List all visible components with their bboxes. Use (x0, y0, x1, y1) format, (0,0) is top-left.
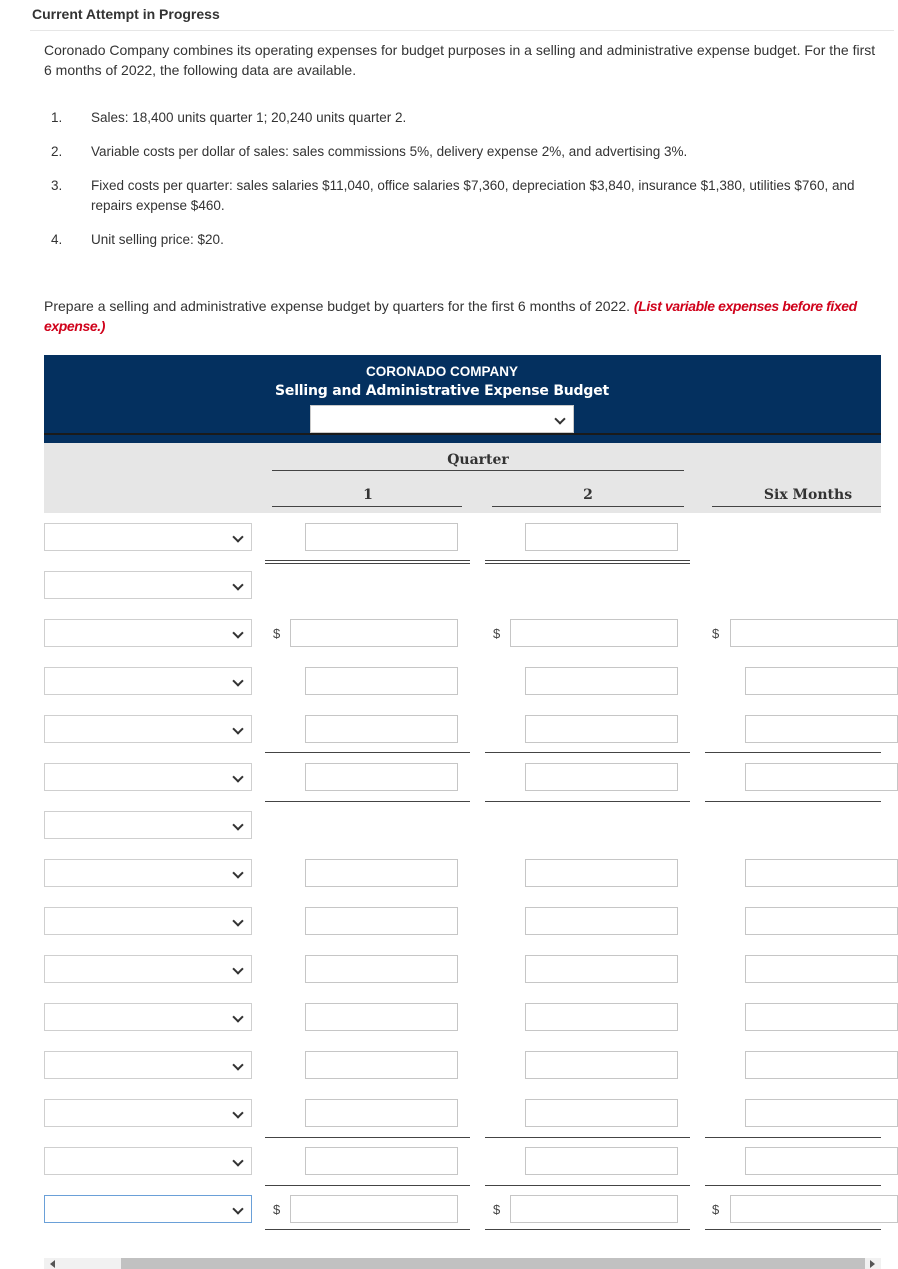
total-line-select[interactable] (44, 1195, 252, 1223)
scrollbar-thumb[interactable] (121, 1258, 865, 1269)
divider (265, 1137, 470, 1138)
line-item-select[interactable] (44, 571, 252, 599)
line-item-select[interactable] (44, 907, 252, 935)
chevron-down-icon (232, 819, 243, 830)
line-item-select[interactable] (44, 955, 252, 983)
line-item-select[interactable] (44, 523, 252, 551)
scroll-right-icon[interactable] (870, 1260, 875, 1268)
chevron-down-icon (232, 771, 243, 782)
q1-amount-input[interactable] (305, 667, 458, 695)
line-item-select[interactable] (44, 1099, 252, 1127)
chevron-down-icon (232, 723, 243, 734)
instructions-note: (List variable expenses before fixed expense.) (44, 298, 857, 334)
divider (265, 1185, 470, 1186)
six-months-amount-input[interactable] (745, 667, 898, 695)
item-text: Fixed costs per quarter: sales salaries $11,040, office salaries $7,360, depreciation $3,840, insurance $1,380, utilities $760, and repairs expense $460. (91, 178, 855, 213)
divider (705, 752, 881, 753)
q1-amount-input[interactable] (290, 619, 458, 647)
q1-amount-input[interactable] (305, 523, 458, 551)
chevron-down-icon (232, 1155, 243, 1166)
divider (272, 470, 684, 471)
chevron-down-icon (232, 579, 243, 590)
q2-amount-input[interactable] (525, 859, 678, 887)
line-item-select[interactable] (44, 811, 252, 839)
six-months-amount-input[interactable] (745, 1147, 898, 1175)
currency-symbol: $ (273, 626, 281, 641)
divider (485, 752, 690, 753)
line-item-select[interactable] (44, 667, 252, 695)
chevron-down-icon (232, 1203, 243, 1214)
divider (485, 1137, 690, 1138)
q1-amount-input[interactable] (305, 1099, 458, 1127)
divider (265, 560, 470, 561)
divider (705, 1137, 881, 1138)
q2-amount-input[interactable] (525, 523, 678, 551)
divider (712, 506, 881, 507)
item-number: 4. (51, 232, 63, 247)
column-header-q1: 1 (363, 487, 373, 503)
q2-amount-input[interactable] (525, 1051, 678, 1079)
quarter-header: Quarter (447, 452, 509, 468)
divider (265, 563, 470, 564)
divider (705, 801, 881, 802)
q2-amount-input[interactable] (510, 619, 678, 647)
divider (705, 1185, 881, 1186)
column-header-q2: 2 (583, 487, 593, 503)
item-text: Unit selling price: $20. (91, 232, 224, 247)
six-months-amount-input[interactable] (730, 619, 898, 647)
divider (485, 1185, 690, 1186)
instructions-text: Prepare a selling and administrative expense budget by quarters for the first 6 months of 2022. (44, 298, 631, 314)
q1-amount-input[interactable] (305, 955, 458, 983)
chevron-down-icon (232, 531, 243, 542)
q2-amount-input[interactable] (525, 1147, 678, 1175)
six-months-amount-input[interactable] (745, 763, 898, 791)
attempt-status: Current Attempt in Progress (32, 6, 220, 22)
divider (265, 801, 470, 802)
period-select[interactable] (310, 405, 574, 433)
currency-symbol: $ (493, 626, 501, 641)
divider (265, 1229, 470, 1230)
q2-amount-input[interactable] (525, 763, 678, 791)
q1-amount-input[interactable] (305, 859, 458, 887)
q1-amount-input[interactable] (305, 1051, 458, 1079)
q1-amount-input[interactable] (305, 1147, 458, 1175)
line-item-select[interactable] (44, 859, 252, 887)
chevron-down-icon (232, 963, 243, 974)
chevron-down-icon (232, 675, 243, 686)
divider (265, 752, 470, 753)
chevron-down-icon (554, 413, 565, 424)
q1-amount-input[interactable] (305, 715, 458, 743)
q2-amount-input[interactable] (525, 955, 678, 983)
q2-amount-input[interactable] (525, 667, 678, 695)
company-name: CORONADO COMPANY (365, 364, 518, 379)
currency-symbol: $ (493, 1202, 501, 1217)
divider (272, 506, 462, 507)
divider (485, 801, 690, 802)
six-months-total-input[interactable] (730, 1195, 898, 1223)
six-months-amount-input[interactable] (745, 1003, 898, 1031)
currency-symbol: $ (712, 1202, 720, 1217)
q2-amount-input[interactable] (525, 1099, 678, 1127)
chevron-down-icon (232, 1011, 243, 1022)
six-months-amount-input[interactable] (745, 955, 898, 983)
chevron-down-icon (232, 867, 243, 878)
divider (705, 1229, 881, 1230)
column-header-six-months: Six Months (763, 487, 853, 503)
divider (44, 433, 881, 435)
item-number: 1. (51, 110, 63, 125)
six-months-amount-input[interactable] (745, 1051, 898, 1079)
divider (30, 30, 894, 31)
chevron-down-icon (232, 915, 243, 926)
budget-title: Selling and Administrative Expense Budget (275, 383, 609, 399)
line-item-select[interactable] (44, 1051, 252, 1079)
six-months-amount-input[interactable] (745, 1099, 898, 1127)
scroll-left-icon[interactable] (50, 1260, 55, 1268)
six-months-amount-input[interactable] (745, 859, 898, 887)
divider (485, 560, 690, 561)
item-text: Sales: 18,400 units quarter 1; 20,240 units quarter 2. (91, 110, 407, 125)
currency-symbol: $ (712, 626, 720, 641)
item-number: 3. (51, 178, 63, 193)
q2-amount-input[interactable] (525, 715, 678, 743)
q1-amount-input[interactable] (305, 907, 458, 935)
problem-intro: Coronado Company combines its operating expenses for budget purposes in a selling and administrative expense budget. For the first 6 months of 2022, the following data are available. (44, 42, 876, 78)
chevron-down-icon (232, 1107, 243, 1118)
six-months-amount-input[interactable] (745, 715, 898, 743)
q2-amount-input[interactable] (525, 907, 678, 935)
q2-total-input[interactable] (510, 1195, 678, 1223)
instructions (44, 296, 884, 336)
divider (492, 506, 684, 507)
q1-amount-input[interactable] (305, 763, 458, 791)
divider (485, 563, 690, 564)
line-item-select[interactable] (44, 763, 252, 791)
item-text: Variable costs per dollar of sales: sales commissions 5%, delivery expense 2%, and advertising 3%. (91, 144, 688, 159)
q1-total-input[interactable] (290, 1195, 458, 1223)
currency-symbol: $ (273, 1202, 281, 1217)
divider (485, 1229, 690, 1230)
six-months-amount-input[interactable] (745, 907, 898, 935)
chevron-down-icon (232, 627, 243, 638)
q1-amount-input[interactable] (305, 1003, 458, 1031)
item-number: 2. (51, 144, 63, 159)
line-item-select[interactable] (44, 619, 252, 647)
q2-amount-input[interactable] (525, 1003, 678, 1031)
chevron-down-icon (232, 1059, 243, 1070)
line-item-select[interactable] (44, 1147, 252, 1175)
line-item-select[interactable] (44, 1003, 252, 1031)
line-item-select[interactable] (44, 715, 252, 743)
